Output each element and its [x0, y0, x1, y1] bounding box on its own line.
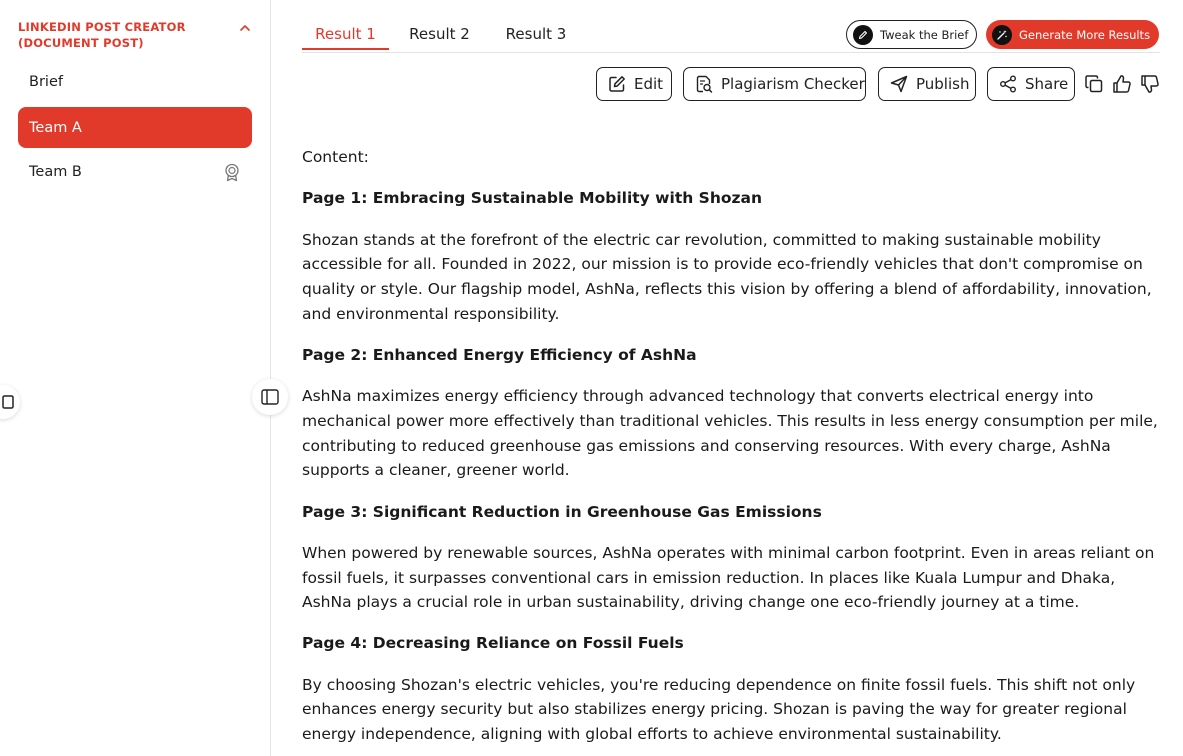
award-icon	[222, 162, 242, 182]
tab-result-1[interactable]: Result 1	[315, 25, 376, 43]
sidebar-item-label: Team B	[29, 163, 82, 180]
share-icon	[998, 74, 1018, 94]
sidebar-item-team-a[interactable]	[18, 107, 252, 148]
sidebar-item-team-b[interactable]	[18, 151, 252, 192]
publish-button[interactable]	[878, 67, 976, 101]
edit-label: Edit	[634, 75, 664, 93]
generate-more-label: Generate More Results	[1019, 27, 1151, 42]
result-content	[302, 145, 1164, 756]
page-2-heading: Page 2: Enhanced Energy Efficiency of AshNa	[302, 345, 697, 364]
page-3-body: When powered by renewable sources, AshNa operates with minimal carbon footprint. Even in areas reliant on fossil fuels, it surpasses conventional cars in emission reduction. In places like Kuala Lumpur and Dhaka, AshNa plays a crucial role in urban sustainability, driving change one eco-friendly journey at a time.	[302, 543, 1155, 612]
page-4-heading: Page 4: Decreasing Reliance on Fossil Fuels	[302, 634, 684, 653]
page-1-body: Shozan stands at the forefront of the electric car revolution, committed to making sustainable mobility accessible for all. Founded in 2022, our mission is to provide eco-friendly vehicles that don't compromise on quality or style. Our flagship model, AshNa, reflects this vision by offering a blend of affordability, innovation, and environmental responsibility.	[302, 230, 1152, 323]
content-intro: Content:	[302, 148, 369, 166]
thumbs-up-icon[interactable]	[1112, 74, 1132, 94]
sidebar-panel-icon	[2, 395, 14, 409]
send-icon	[889, 74, 909, 94]
sidebar-header[interactable]	[18, 19, 252, 51]
pencil-icon	[853, 25, 873, 45]
thumbs-down-icon[interactable]	[1140, 74, 1160, 94]
collapse-sidebar-button[interactable]	[252, 379, 288, 415]
page-2-body: AshNa maximizes energy efficiency through advanced technology that converts electrical energy into mechanical power more effectively than traditional vehicles. This results in less energy consumption per mile, contributing to reduced greenhouse gas emissions and conserving resources. With every charge, AshNa supports a cleaner, greener world.	[302, 387, 1158, 480]
share-label: Share	[1025, 75, 1069, 93]
active-tab-indicator	[302, 48, 389, 50]
sidebar	[0, 0, 271, 756]
sidebar-panel-icon	[261, 389, 279, 405]
page-4-body: By choosing Shozan's electric vehicles, you're reducing dependence on finite fossil fuels. This shift not only enhances energy security but also stabilizes energy pricing. Shozan is paving the way for greater regional energy independence, aligning with global efforts to achieve environmental sustainability.	[302, 675, 1136, 744]
tweak-brief-label: Tweak the Brief	[880, 27, 969, 42]
document-search-icon	[694, 74, 714, 94]
tweak-brief-button[interactable]	[846, 20, 977, 49]
plagiarism-checker-button[interactable]	[683, 67, 866, 101]
page-3-heading: Page 3: Significant Reduction in Greenhouse Gas Emissions	[302, 502, 822, 521]
magic-wand-icon	[992, 25, 1012, 45]
edit-button[interactable]	[596, 67, 672, 101]
page-1-heading: Page 1: Embracing Sustainable Mobility with Shozan	[302, 189, 763, 208]
edit-icon	[607, 74, 627, 94]
sidebar-item-label: Team A	[29, 119, 82, 136]
publish-label: Publish	[916, 75, 970, 93]
plagiarism-checker-label: Plagiarism Checker	[721, 75, 865, 93]
copy-icon[interactable]	[1084, 74, 1104, 94]
sidebar-item-brief[interactable]	[18, 61, 252, 102]
tab-result-2[interactable]: Result 2	[409, 25, 470, 43]
sidebar-item-label: Brief	[29, 73, 63, 90]
sidebar-title: LINKEDIN POST CREATOR (DOCUMENT POST)	[18, 20, 186, 50]
share-button[interactable]	[987, 67, 1075, 101]
tab-result-3[interactable]: Result 3	[505, 25, 567, 43]
chevron-up-icon[interactable]	[238, 21, 252, 35]
generate-more-button[interactable]	[986, 20, 1159, 49]
